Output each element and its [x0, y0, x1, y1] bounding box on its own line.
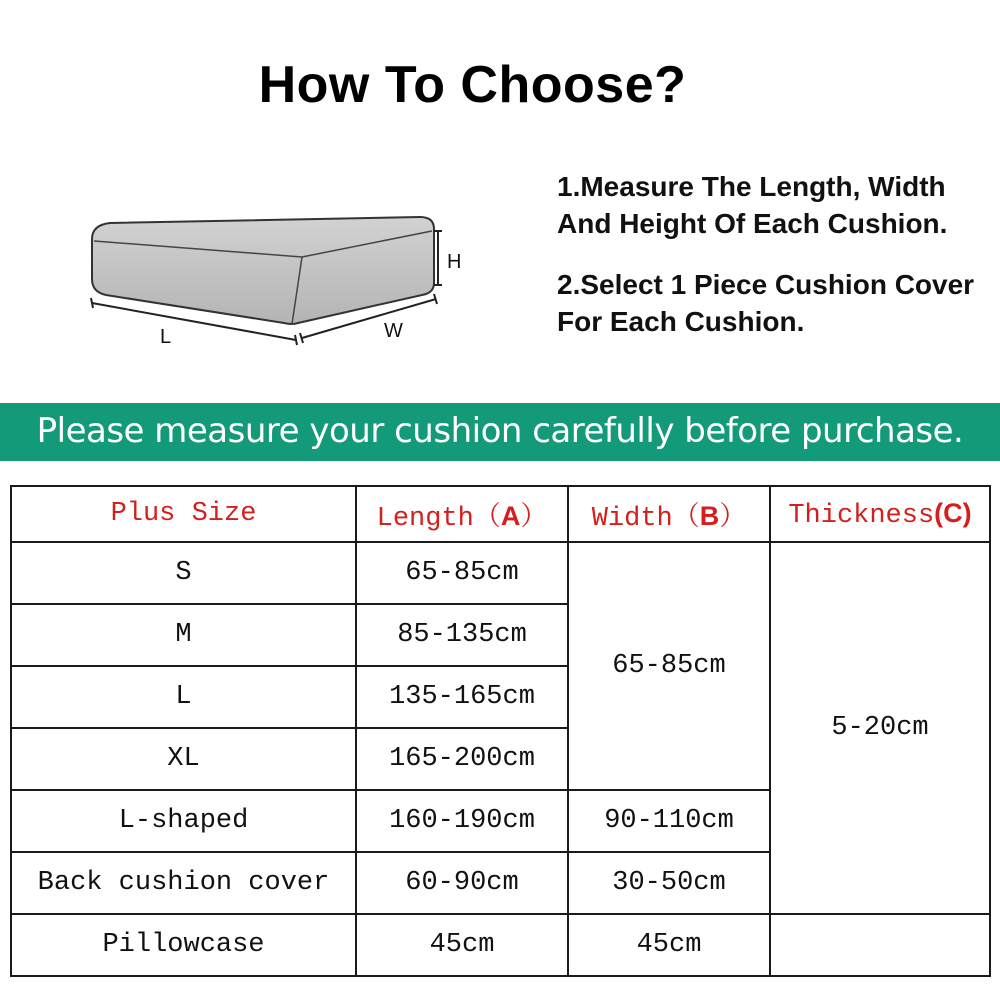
label-l: L	[160, 326, 172, 348]
label-h: H	[447, 251, 462, 273]
label-w: W	[384, 320, 403, 342]
cell-width: 90-110cm	[568, 790, 770, 852]
cell-width: 45cm	[568, 914, 770, 976]
cell-size: XL	[11, 728, 356, 790]
cell-length: 65-85cm	[356, 542, 568, 604]
header-width: Width（B）	[568, 486, 770, 542]
cell-length: 160-190cm	[356, 790, 568, 852]
step-2-text: 2.Select 1 Piece Cushion Cover For Each Cushion.	[557, 269, 975, 337]
table-header-row	[11, 486, 990, 542]
cell-size: M	[11, 604, 356, 666]
cell-thickness-empty	[770, 914, 990, 976]
cell-size: S	[11, 542, 356, 604]
cell-length: 135-165cm	[356, 666, 568, 728]
header-thickness: Thickness(C)	[770, 486, 990, 542]
instructions	[557, 168, 987, 340]
cell-size: Back cushion cover	[11, 852, 356, 914]
page-title: How To Choose?	[258, 56, 687, 114]
cushion-illustration	[70, 195, 490, 365]
cell-length: 165-200cm	[356, 728, 568, 790]
cell-width-shared: 65-85cm	[568, 542, 770, 790]
cell-width: 30-50cm	[568, 852, 770, 914]
step-1-text: 1.Measure The Length, Width And Height Of Each Cushion.	[557, 171, 948, 239]
size-table	[10, 485, 991, 977]
table-row	[11, 542, 990, 604]
cell-size: Pillowcase	[11, 914, 356, 976]
header-size: Plus Size	[11, 486, 356, 542]
notice-banner	[0, 403, 1000, 461]
cell-thickness-shared: 5-20cm	[770, 542, 990, 914]
cell-length: 60-90cm	[356, 852, 568, 914]
header-length: Length（A）	[356, 486, 568, 542]
cell-size: L	[11, 666, 356, 728]
cushion-diagram	[70, 195, 490, 365]
cell-size: L-shaped	[11, 790, 356, 852]
cell-length: 85-135cm	[356, 604, 568, 666]
notice-text: Please measure your cushion carefully before purchase.	[36, 411, 964, 451]
cell-length: 45cm	[356, 914, 568, 976]
table-row	[11, 914, 990, 976]
